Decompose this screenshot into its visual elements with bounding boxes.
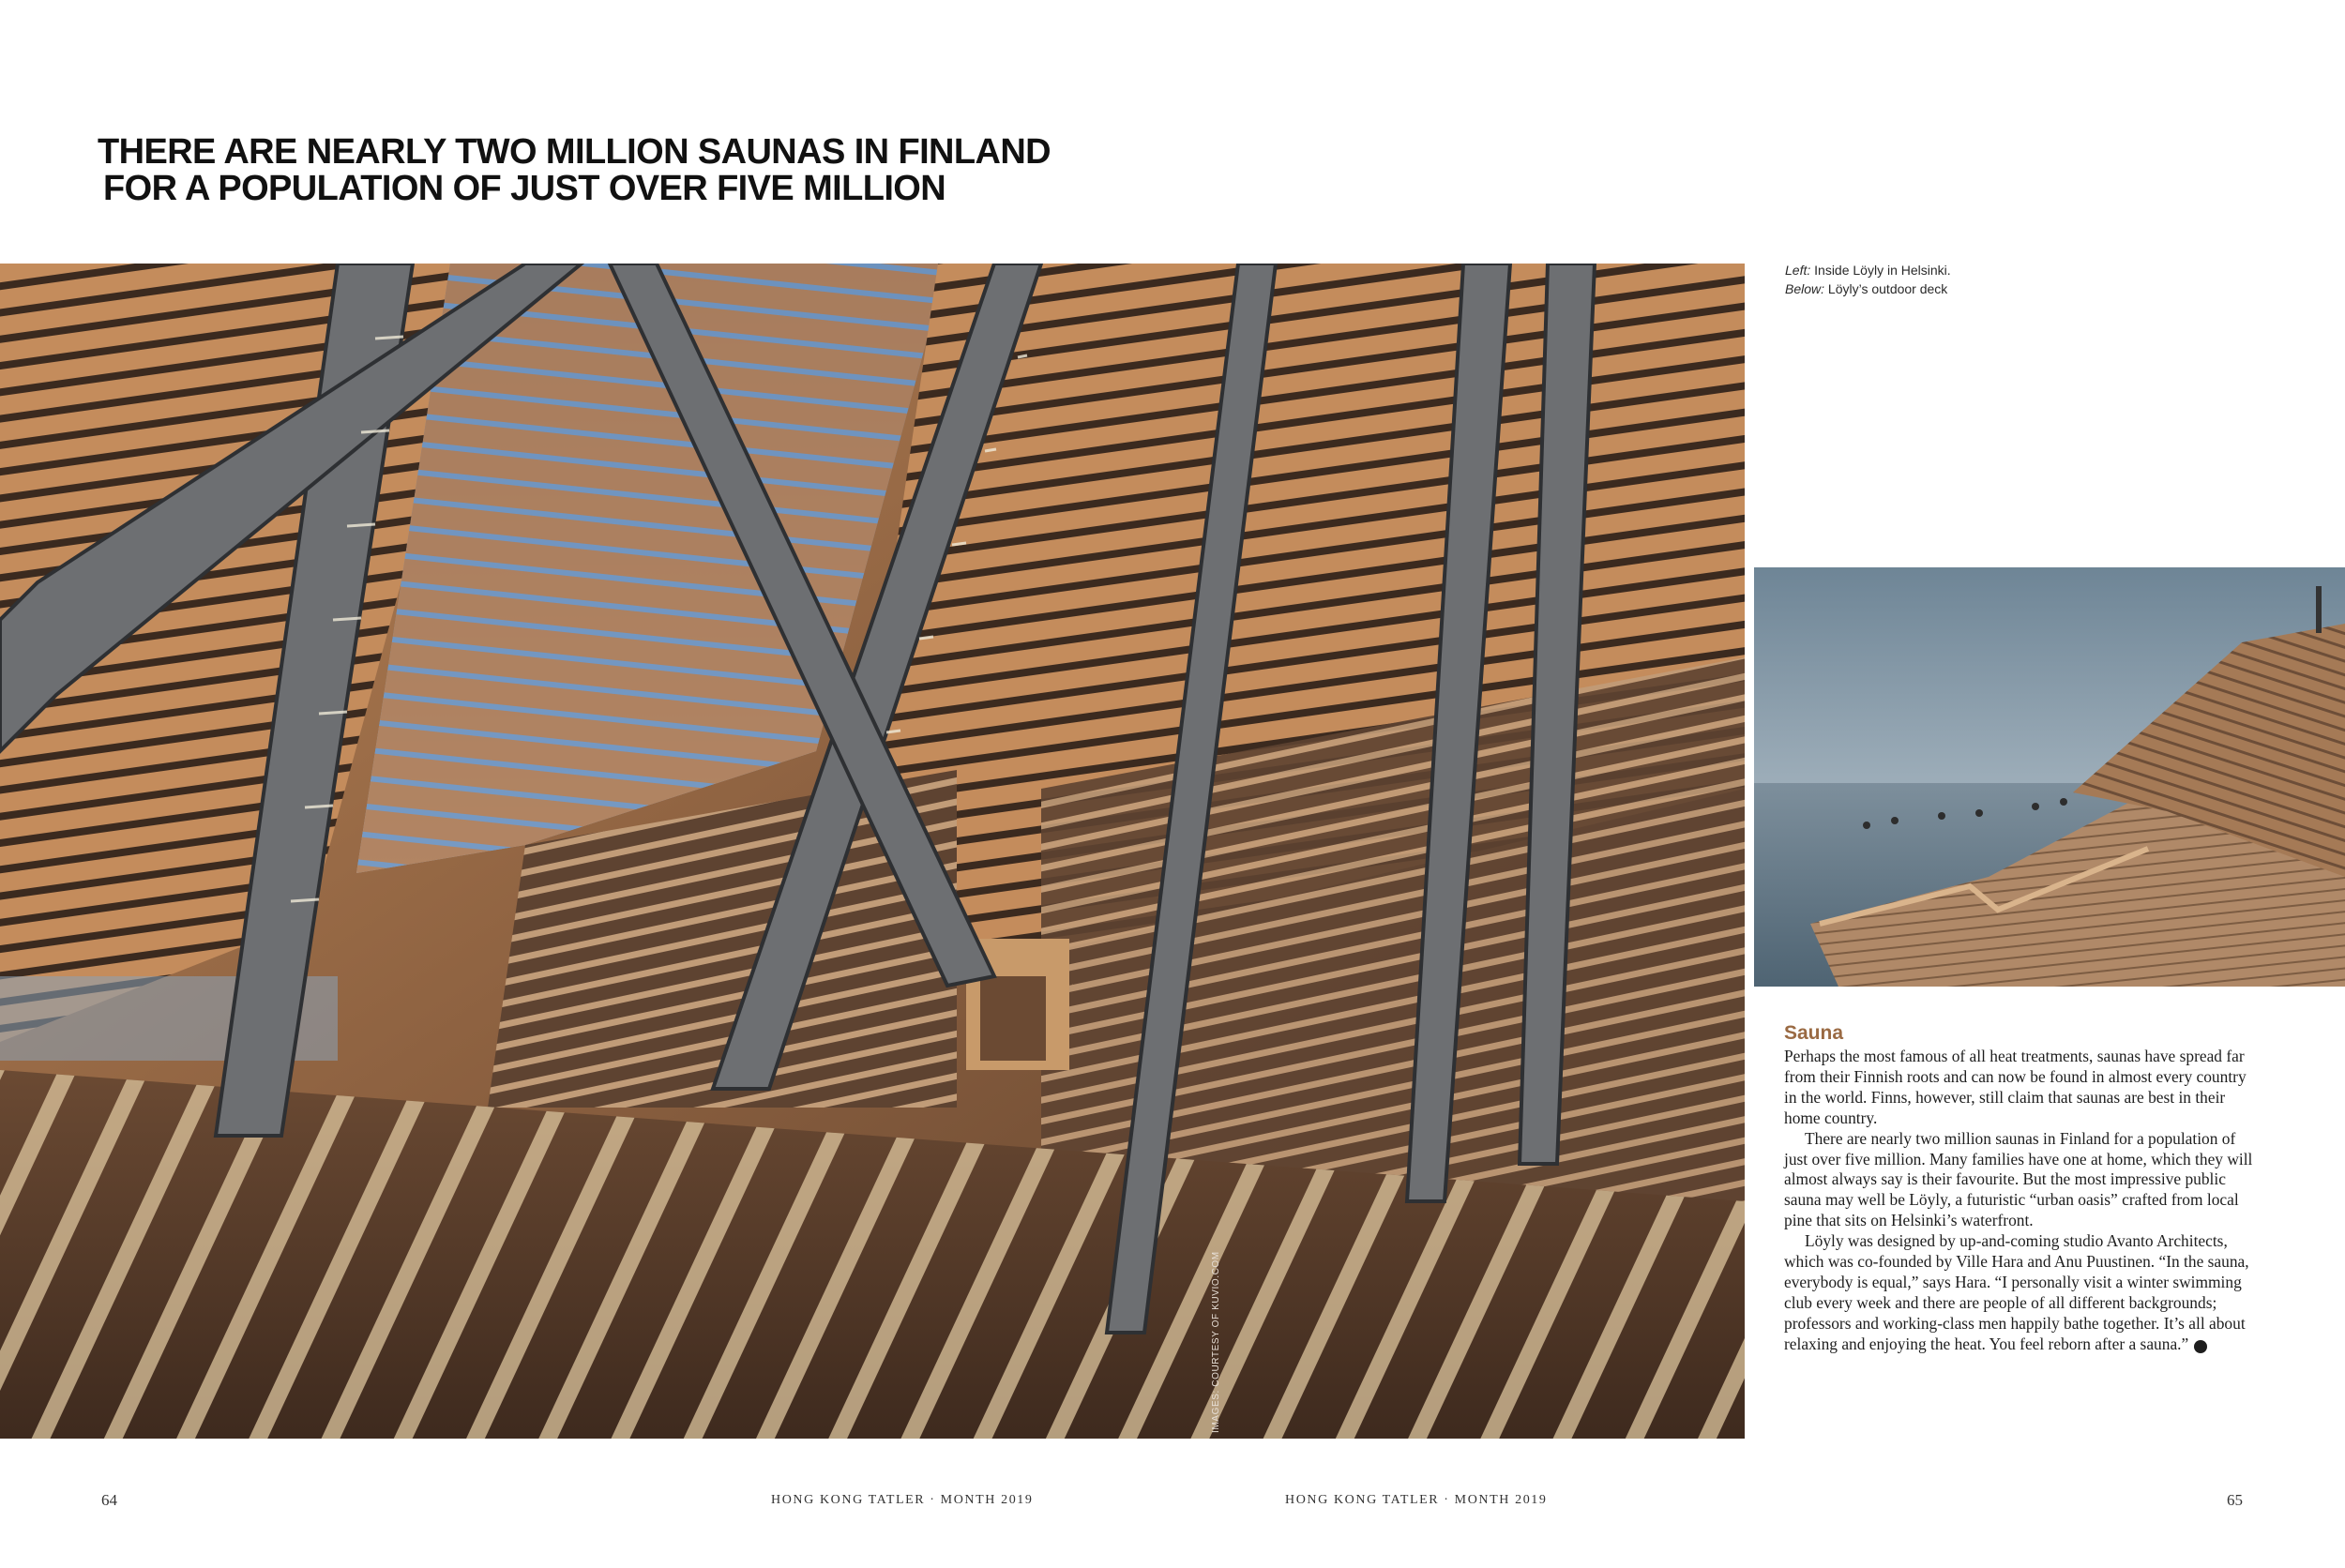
small-photo-illustration — [1754, 567, 2345, 987]
paragraph-3 — [1784, 1231, 2253, 1354]
page-number-right: 65 — [2227, 1491, 2243, 1509]
photo-caption — [1785, 261, 1973, 298]
page-number-left: 64 — [101, 1491, 117, 1509]
main-photo-illustration — [0, 264, 1745, 1439]
article — [1784, 1022, 2253, 1355]
end-mark-icon: T — [2194, 1340, 2207, 1353]
paragraph-2: There are nearly two million saunas in Finland for a population of just over five million. Many families have one at home, which they will almost always say is their favourite. But the most impressive public sauna may well be Löyly, a futuristic “urban oasis” crafted from local pine that sits on Helsinki’s waterfront. — [1784, 1128, 2253, 1230]
running-footer-left: HONG KONG TATLER · MONTH 2019 — [771, 1493, 1034, 1507]
caption-left-text: Inside Löyly in Helsinki. — [1814, 263, 1951, 278]
headline-line-1: THERE ARE NEARLY TWO MILLION SAUNAS IN FINLAND — [98, 132, 1051, 172]
section-title: Sauna — [1784, 1022, 1844, 1044]
caption-left-label: Left: — [1785, 263, 1811, 278]
small-photo-outdoor-deck — [1754, 567, 2345, 987]
caption-below-label: Below: — [1785, 281, 1825, 296]
running-footer-right: HONG KONG TATLER · MONTH 2019 — [1285, 1493, 1548, 1507]
main-photo-loyly-interior — [0, 264, 1745, 1439]
caption-below-text: Löyly’s outdoor deck — [1827, 281, 1948, 296]
paragraph-1: Perhaps the most famous of all heat treatments, saunas have spread far from their Finnish roots and can now be found in almost every country in the world. Finns, however, still claim that saunas are best in their home country. — [1784, 1047, 2247, 1127]
paragraph-3-text: Löyly was designed by up-and-coming studio Avanto Architects, which was co-founded by Ville Hara and Anu Puustinen. “In the sauna, everybody is equal,” says Hara. “I personally visit a winter swimming club every week and there are people of all different backgrounds; professors and working-class men happily bathe together. It’s all about relaxing and enjoying the heat. You feel reborn after a sauna.” — [1784, 1231, 2249, 1353]
photo-credit: IMAGES: COURTESY OF KUVIO.COM — [1211, 1251, 1221, 1433]
headline — [98, 134, 1223, 207]
headline-line-2: FOR A POPULATION OF JUST OVER FIVE MILLION — [103, 169, 946, 208]
